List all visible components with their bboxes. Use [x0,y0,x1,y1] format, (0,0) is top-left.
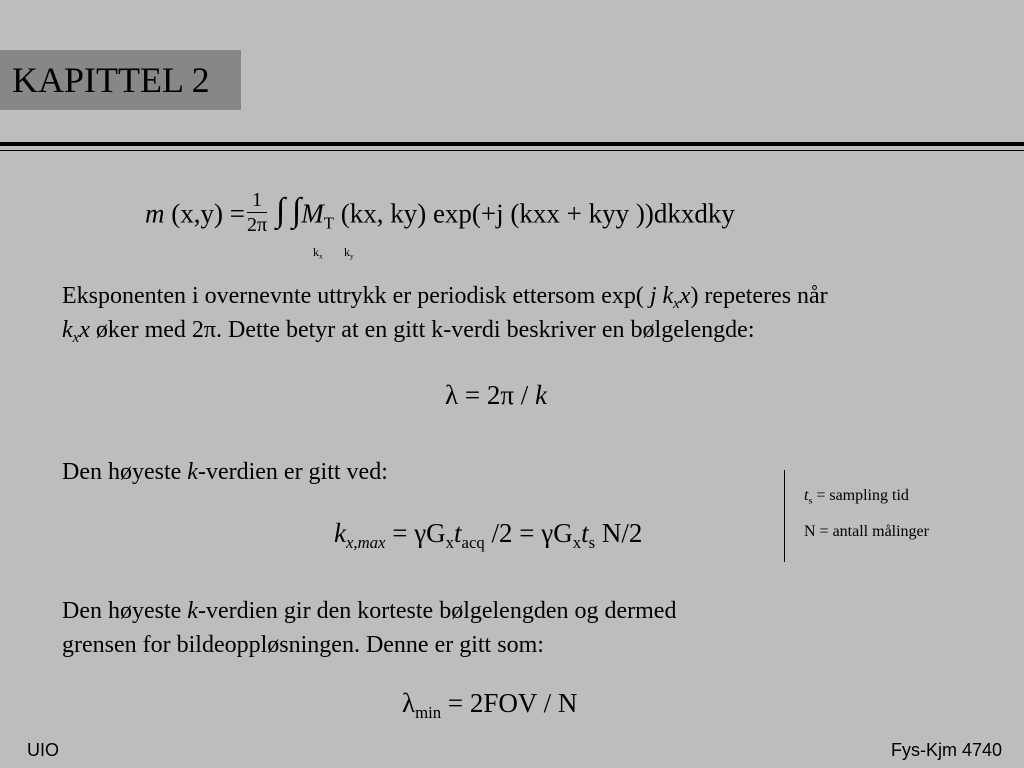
divider-thin [0,150,1024,151]
integral-sign-1: ∫ [275,191,286,229]
eq-t-sub: acq [461,532,485,552]
divider-thick [0,142,1024,146]
eq-M-sub: T [323,213,334,233]
eq-t: t [454,518,462,548]
eq-t: t [581,518,589,548]
note-t: t [804,487,809,504]
text-k: k [187,459,198,485]
limit-sub: x [319,251,323,261]
footer-right: Fys-Kjm 4740 [890,740,1002,760]
eq-end: N/2 [595,518,643,548]
note-n: N = antall målinger [804,523,929,540]
paragraph-1-line-1 [62,279,828,313]
note-ts [804,486,909,506]
limit-sub: y [350,251,354,261]
fraction-numerator: 1 [247,188,267,213]
slide-title: KAPITTEL 2 [12,60,210,100]
eq-rhs: (kx, ky) exp(+j (kxx + kyy ))dkxdky [340,198,735,229]
limit-k: k [344,245,350,259]
text: ) repeteres når [690,283,828,309]
text-x: x [79,317,90,343]
notes-divider [784,470,785,562]
equation-main [145,189,735,241]
text: Den høyeste [62,598,188,624]
paragraph-3-line-1 [62,594,676,628]
text-x: x [679,283,691,309]
fraction-denominator: 2π [246,214,268,236]
eq-equals: = [229,198,245,229]
eq-g-sub: x [572,532,582,552]
note-text: = sampling tid [812,487,909,504]
eq-t-sub: s [588,532,596,552]
eq-lambda-sub: min [415,702,442,722]
eq-mid: = γG [385,518,446,548]
footer-left: UIO [27,740,60,760]
eq-mid: /2 = γG [484,518,573,548]
eq-args: (x,y) [171,198,223,229]
text: -verdien er gitt ved: [197,459,388,485]
eq-m: m [145,198,165,229]
text-sub: x [72,330,80,347]
paragraph-3-line-2: grensen for bildeoppløsningen. Denne er gitt som: [62,632,544,658]
eq-k: k [334,518,346,548]
text-k: k [187,598,198,624]
limit-k: k [313,245,319,259]
text-k: k [662,283,674,309]
text-j: j [649,283,657,309]
text: Eksponenten i overnevnte uttrykk er periodisk ettersom exp( [62,283,650,309]
equation-lambda-min [402,688,578,722]
fraction [247,188,267,237]
integral-limit-ky [344,245,354,261]
integral-limit-kx [313,245,323,261]
equation-kmax [334,518,643,552]
eq-lambda-k: k [534,380,547,410]
eq-lambda-min-rhs: = 2FOV / N [441,688,578,718]
integral-sign-2: ∫ [291,191,302,229]
note-sub: s [808,495,813,507]
eq-k-sub: x,max [345,532,386,552]
text-k: k [62,317,73,343]
text-sub: x [673,296,680,313]
paragraph-1-line-2 [62,313,754,347]
text: -verdien gir den korteste bølgelengden og dermed [197,598,677,624]
text: øker med 2π. Dette betyr at en gitt k-verdi beskriver en bølgelengde: [89,317,755,343]
eq-M: M [301,198,324,229]
eq-lambda-lhs: λ = 2π / [445,380,535,410]
paragraph-2 [62,455,388,489]
text: Den høyeste [62,459,188,485]
equation-lambda [445,382,547,409]
eq-lambda: λ [402,688,416,718]
eq-g-sub: x [445,532,455,552]
